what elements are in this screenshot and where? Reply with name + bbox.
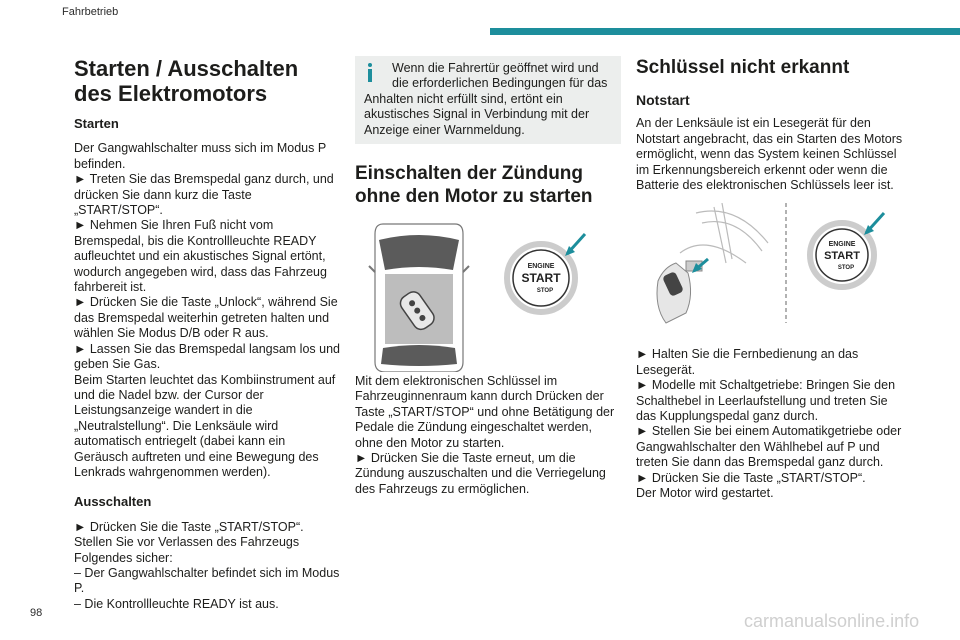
- header-accent-bar: [490, 28, 960, 35]
- header-section-label: Fahrbetrieb: [62, 6, 119, 18]
- steering-column-icon: [680, 203, 768, 263]
- watermark: carmanualsonline.info: [744, 611, 920, 631]
- info-box: [355, 56, 621, 144]
- key-section-title: Schlüssel nicht erkannt: [636, 57, 850, 78]
- start-stop-button-graphic-2: [810, 213, 884, 287]
- ignition-step-1: ► Drücken Sie die Taste erneut, um die Zündung auszuschalten und die Verriegelung des Fahrzeugs zu ermöglichen.: [355, 451, 606, 496]
- emergency-step-3: ► Stellen Sie bei einem Automatikgetriebe oder Gangwahlschalter den Wählhebel auf P und treten Sie dann das Bremspedal ganz durch.: [636, 424, 902, 470]
- emergency-start-heading: Notstart: [636, 92, 690, 108]
- button2-label-stop: STOP: [837, 265, 855, 272]
- column-start-stop: [74, 56, 340, 612]
- column-ignition: [355, 56, 621, 497]
- stop-step-1: ► Drücken Sie die Taste „START/STOP“.: [74, 519, 304, 534]
- stop-check-2: – Die Kontrollleuchte READY ist aus.: [74, 596, 279, 611]
- start-stop-button-graphic: [507, 234, 585, 312]
- button2-label-start: START: [824, 250, 860, 263]
- start-paragraph-2: Beim Starten leuchtet das Kombiinstrument auf und die Nadel bzw. der Cursor der Leistungsanzeige wandert in die „Neutralstellung“. Die Lenksäule wird automatisch entriegelt (dabei kann ein Geräusch auftreten und eine Bewegung des Lenkrads wahrgenommen werden).: [74, 372, 336, 479]
- emergency-paragraph-1: An der Lenksäule ist ein Lesegerät für den Notstart angebracht, das ein Starten des Motors ermöglicht, wenn das System keinen Schlüssel im Erkennungsbereich erkennt oder wenn die Batterie des elektronischen Schlüssels leer ist.: [636, 116, 903, 193]
- button2-label-engine: ENGINE: [828, 241, 856, 249]
- car-key-illustration: [355, 222, 621, 372]
- stop-paragraph-1: Stellen Sie vor Verlassen des Fahrzeugs Folgendes sicher:: [74, 535, 300, 565]
- ignition-paragraph-1: Mit dem elektronischen Schlüssel im Fahrzeuginnenraum kann durch Drücken der Taste „START/STOP“ und ohne Betätigung der Pedale die Zündung eingeschaltet werden, ohne den Motor zu starten.: [355, 374, 615, 450]
- page-title: Starten / Ausschalten des Elektromotors: [74, 56, 299, 106]
- ignition-section-title: Einschalten der Zündung ohne den Motor zu starten: [355, 163, 593, 208]
- info-text: Wenn die Fahrertür geöffnet wird und die erforderlichen Bedingungen für das Anhalten nicht erfüllt sind, ertönt ein akustisches Signal in Verbindung mit der Anzeige einer Warnmeldung.: [364, 61, 608, 137]
- stop-check-1: – Der Gangwahlschalter befindet sich im Modus P.: [74, 565, 340, 596]
- start-heading: Starten: [74, 116, 119, 131]
- start-step-3: ► Drücken Sie die Taste „Unlock“, während Sie das Bremspedal weiterhin getreten halten und wählen Sie Modus D/B oder R aus.: [74, 295, 338, 341]
- start-step-4: ► Lassen Sie das Bremspedal langsam los und geben Sie Gas.: [74, 341, 340, 372]
- button-label-start: START: [521, 271, 561, 286]
- emergency-step-2: ► Modelle mit Schaltgetriebe: Bringen Sie den Schalthebel in Leerlaufstellung und treten Sie das Kupplungspedal ganz durch.: [636, 378, 896, 424]
- column-key-not-detected: [636, 56, 904, 502]
- ignition-figure: [355, 222, 621, 352]
- emergency-step-4: ► Drücken Sie die Taste „START/STOP“.: [636, 470, 866, 485]
- emergency-result: Der Motor wird gestartet.: [636, 486, 774, 501]
- page-number: 98: [30, 607, 43, 619]
- start-step-2: ► Nehmen Sie Ihren Fuß nicht vom Bremspedal, bis die Kontrollleuchte READY aufleuchtet und ein akustisches Signal ertönt, wodurch angegeben wird, dass das Fahrzeug fahrbereit ist.: [74, 218, 327, 295]
- button-label-stop: STOP: [536, 288, 554, 295]
- button-label-engine: ENGINE: [527, 263, 555, 271]
- start-step-1: ► Treten Sie das Bremspedal ganz durch, und drücken Sie dann kurz die Taste „START/STOP“.: [74, 172, 334, 218]
- emergency-step-1: ► Halten Sie die Fernbedienung an das Lesegerät.: [636, 347, 859, 377]
- steering-reader-illustration: [636, 203, 904, 325]
- emergency-figure: [636, 203, 904, 325]
- stop-heading: Ausschalten: [74, 494, 152, 510]
- info-icon: [364, 61, 388, 83]
- start-paragraph-1: Der Gangwahlschalter muss sich im Modus P befinden.: [74, 141, 326, 171]
